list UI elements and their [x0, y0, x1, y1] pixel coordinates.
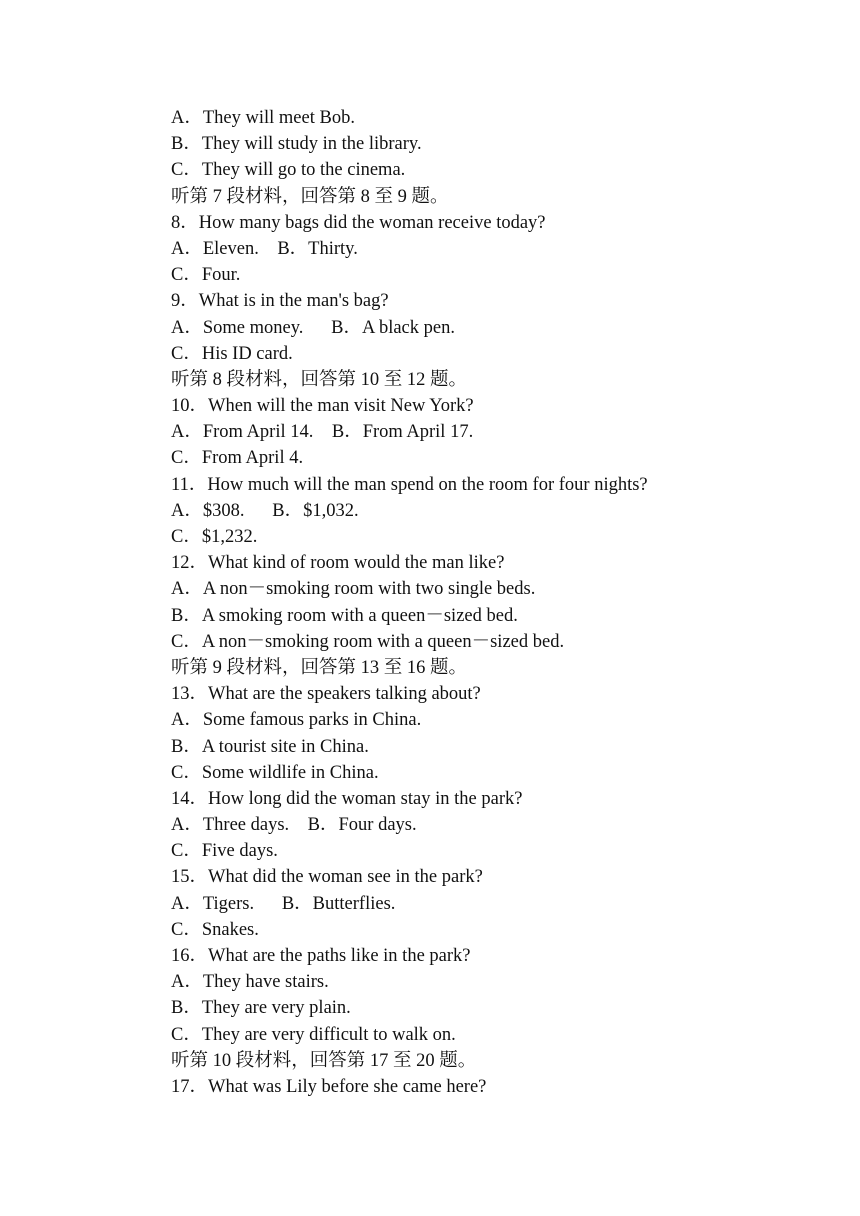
option-line: B．They are very plain.: [171, 998, 351, 1019]
option-line: B．They will study in the library.: [171, 134, 422, 155]
option-line: A．Tigers. B．Butterflies.: [171, 893, 396, 914]
option-line: C．Snakes.: [171, 919, 259, 940]
option-line: C．Some wildlife in China.: [171, 762, 379, 783]
option-line: C．Five days.: [171, 841, 278, 862]
option-line: C．They will go to the cinema.: [171, 160, 406, 181]
option-line: A．Some money. B．A black pen.: [171, 317, 455, 338]
option-line: A．From April 14. B．From April 17.: [171, 422, 474, 443]
section-instruction: 听第 10 段材料，回答第 17 至 20 题。: [171, 1050, 477, 1071]
question-line: 16．What are the paths like in the park?: [171, 946, 471, 966]
question-line: 15．What did the woman see in the park?: [171, 867, 483, 888]
option-line: A．$308. B．$1,032.: [171, 500, 359, 521]
question-line: 12．What kind of room would the man like?: [171, 553, 505, 574]
section-instruction: 听第 8 段材料，回答第 10 至 12 题。: [171, 369, 468, 390]
question-line: 9．What is in the man's bag?: [171, 291, 389, 312]
question-line: 11．How much will the man spend on the room for four nights?: [171, 474, 648, 495]
option-line: C．From April 4.: [171, 448, 304, 469]
option-line: C．A non－smoking room with a queen－sized bed.: [171, 631, 565, 652]
question-line: 13．What are the speakers talking about?: [171, 684, 481, 705]
option-line: A．They have stairs.: [171, 972, 329, 993]
section-instruction: 听第 7 段材料，回答第 8 至 9 题。: [171, 186, 449, 207]
option-line: A．Three days. B．Four days.: [171, 815, 417, 836]
option-line: A．Eleven. B．Thirty.: [171, 238, 358, 259]
section-instruction: 听第 9 段材料，回答第 13 至 16 题。: [171, 657, 468, 678]
option-line: A．A non－smoking room with two single beds.: [171, 579, 536, 600]
option-line: B．A tourist site in China.: [171, 736, 369, 757]
document-page: [171, 105, 831, 1100]
option-line: C．Four.: [171, 265, 241, 286]
option-line: C．They are very difficult to walk on.: [171, 1024, 456, 1045]
question-line: 14．How long did the woman stay in the park?: [171, 788, 523, 809]
question-line: 10．When will the man visit New York?: [171, 396, 474, 417]
option-line: A．Some famous parks in China.: [171, 710, 422, 731]
question-line: 8．How many bags did the woman receive today?: [171, 212, 546, 233]
option-line: A．They will meet Bob.: [171, 108, 355, 128]
option-line: B．A smoking room with a queen－sized bed.: [171, 605, 518, 626]
question-line: 17．What was Lily before she came here?: [171, 1076, 487, 1097]
option-line: C．His ID card.: [171, 343, 293, 364]
option-line: C．$1,232.: [171, 527, 258, 547]
